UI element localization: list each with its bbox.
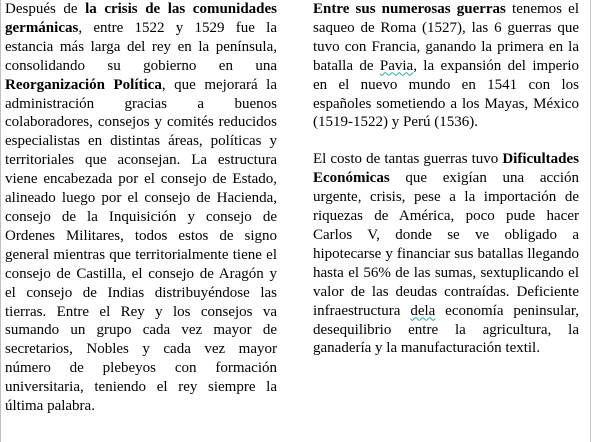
left-paragraph	[5, 0, 277, 416]
right-paragraph-economy	[313, 150, 579, 358]
bold-heading-dificultades: Dificultades Económicas	[313, 151, 579, 187]
text-run: que exigían una acción urgente, crisis, pese a la importación de riquezas de América, poco pude hacer Carlos V, donde se ve obligado a hipotecarse y financiar sus batallas llegando hasta el 56% de las sumas, sextuplicando el valor de las deudas contraídas. Deficiente infraestructura	[313, 170, 579, 319]
paragraph-gap	[313, 132, 579, 150]
text-run: economía peninsular, desequilibrio entre la agricultura, la ganadería y la manufacturación textil.	[313, 302, 579, 357]
text-run: El costo de tantas guerras tuvo	[313, 151, 503, 168]
right-column	[313, 0, 579, 358]
text-run: , que mejorará la administración gracias a buenos colaboradores, consejos y comités reducidos especialistas en distintas áreas, políticas y territoriales que aconsejan. La estructura viene encabezada por el consejo de Estado, alineado luego por el consejo de Hacienda, consejo de la Inquisición y consejo de Ordenes Militares, todos estos de signo general mientras que territorialmente tiene el consejo de Castilla, el consejo de Aragón y el consejo de Indias distribuyéndose las tierras. Entre el Rey y los consejos va sumando un grupo cada vez mayor de secretarios, Nobles y cada vez mayor número de plebeyos con formación universitaria, teniendo el rey siempre la última palabra.	[5, 76, 277, 415]
spellcheck-word[interactable]: dela	[410, 302, 436, 319]
right-paragraph-wars	[313, 0, 579, 132]
spellcheck-word[interactable]: Pavia	[379, 57, 414, 74]
bold-heading-crisis: la crisis de las comunidades germánicas	[5, 1, 277, 36]
text-run: tenemos el saqueo de Roma (1527), las 6 guerras que tuvo con Francia, ganando la primera en la batalla de	[313, 1, 579, 74]
page-border-left	[0, 0, 1, 442]
text-run: Después de	[5, 1, 86, 17]
bold-heading-guerras: Entre sus numerosas guerras	[313, 1, 506, 17]
left-column	[5, 0, 277, 416]
text-run: , entre 1522 y 1529 fue la estancia más larga del rey en la península, consolidando su gobierno en una	[5, 19, 277, 74]
bold-heading-reorganizacion: Reorganización Política	[5, 76, 162, 93]
text-run: , la expansión del imperio en el nuevo mundo en 1541 con los españoles sometiendo a los Mayas, México (1519-1522) y Perú (1536).	[313, 57, 579, 131]
